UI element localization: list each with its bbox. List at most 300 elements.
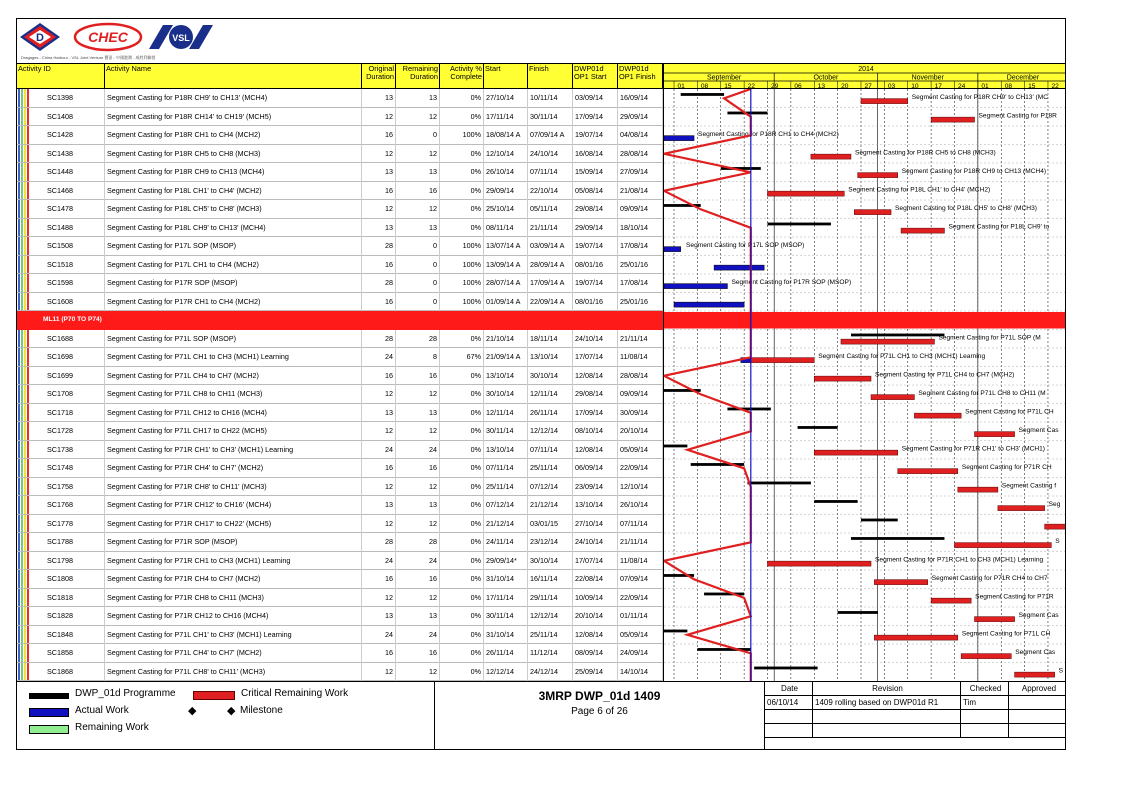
baseline-bar: [664, 630, 687, 633]
cell-finish: 21/11/14: [528, 219, 573, 238]
baseline-bar: [861, 519, 898, 522]
table-row[interactable]: [17, 496, 663, 515]
cell-finish: 30/10/14: [528, 552, 573, 571]
critical-remaining-bar: [998, 506, 1045, 511]
cell-original-duration: 16: [362, 126, 396, 145]
table-header: [17, 63, 663, 89]
cell-activity-id: SC1688: [17, 330, 105, 349]
critical-remaining-bar: [901, 228, 944, 233]
cell-start: 24/11/14: [484, 533, 528, 552]
baseline-bar: [851, 334, 944, 337]
cell-op1-start: 19/07/14: [573, 126, 618, 145]
table-row[interactable]: [17, 570, 663, 589]
milestone-diamond-icon: ◆: [188, 705, 197, 717]
legend-remaining-label: Remaining Work: [75, 722, 149, 733]
table-row[interactable]: [17, 441, 663, 460]
cell-start: 21/10/14: [484, 330, 528, 349]
cell-pct-complete: 0%: [440, 182, 484, 201]
cell-start: 26/11/14: [484, 644, 528, 663]
table-row[interactable]: [17, 385, 663, 404]
jv-caption: Dragages - China Harbour - VSL Joint Venture 寶嘉 - 中國港灣 - 威胜利聯營: [21, 55, 156, 60]
cell-op1-finish: 16/09/14: [618, 89, 663, 108]
cell-pct-complete: 0%: [440, 200, 484, 219]
actual-work-bar: [674, 302, 744, 307]
col-op1-finish[interactable]: DWP01d OP1 Finish: [618, 64, 663, 88]
cell-op1-finish: 26/10/14: [618, 496, 663, 515]
cell-finish: 28/09/14 A: [528, 256, 573, 275]
cell-finish: 12/12/14: [528, 422, 573, 441]
cell-op1-finish: 07/09/14: [618, 570, 663, 589]
legend-programme-swatch: [29, 693, 69, 699]
cell-start: 17/11/14: [484, 589, 528, 608]
critical-remaining-bar: [975, 617, 1015, 622]
cell-original-duration: 24: [362, 348, 396, 367]
cell-op1-finish: 21/08/14: [618, 182, 663, 201]
cell-op1-finish: 14/10/14: [618, 663, 663, 682]
cell-op1-finish: 11/08/14: [618, 348, 663, 367]
baseline-bar: [798, 426, 838, 429]
week-tick-label: 17: [934, 83, 942, 89]
cell-op1-finish: 21/11/14: [618, 533, 663, 552]
bar-label: Segment Casting for P71L CH1 to CH3 (MCH1) Learning: [818, 353, 986, 361]
cell-activity-name: Segment Casting for P71L SOP (MSOP): [105, 330, 362, 349]
critical-remaining-bar: [931, 117, 974, 122]
critical-remaining-bar: [814, 376, 871, 381]
cell-original-duration: 28: [362, 533, 396, 552]
cell-op1-finish: 05/09/14: [618, 626, 663, 645]
bar-label: Segment Casting for P17R SOP (MSOP): [731, 279, 852, 287]
critical-remaining-bar: [751, 358, 814, 363]
cell-remaining-duration: 8: [396, 348, 440, 367]
cell-start: 12/10/14: [484, 145, 528, 164]
cell-original-duration: 28: [362, 330, 396, 349]
cell-finish: 25/11/14: [528, 626, 573, 645]
cell-op1-finish: 17/08/14: [618, 274, 663, 293]
col-start[interactable]: Start: [484, 64, 528, 88]
actual-work-bar: [664, 284, 727, 289]
table-row[interactable]: [17, 219, 663, 238]
cell-activity-id: SC1508: [17, 237, 105, 256]
rev-header-checked: Checked: [961, 682, 1009, 696]
cell-original-duration: 12: [362, 515, 396, 534]
cell-remaining-duration: 12: [396, 515, 440, 534]
title-block: [435, 682, 765, 750]
cell-start: 13/10/14: [484, 441, 528, 460]
cell-original-duration: 16: [362, 644, 396, 663]
cell-remaining-duration: 16: [396, 367, 440, 386]
cell-op1-finish: 22/09/14: [618, 589, 663, 608]
activity-table: [17, 89, 663, 681]
cell-pct-complete: 100%: [440, 293, 484, 312]
cell-pct-complete: 0%: [440, 607, 484, 626]
baseline-bar: [768, 223, 831, 226]
week-tick-label: 15: [1028, 83, 1036, 89]
svg-text:D: D: [36, 32, 44, 44]
cell-op1-start: 08/09/14: [573, 644, 618, 663]
cell-finish: 07/09/14 A: [528, 126, 573, 145]
col-activity-id[interactable]: Activity ID: [17, 64, 105, 88]
cell-op1-start: 17/09/14: [573, 108, 618, 127]
cell-finish: 13/10/14: [528, 348, 573, 367]
cell-start: 12/11/14: [484, 404, 528, 423]
cell-finish: 21/12/14: [528, 496, 573, 515]
critical-remaining-bar: [768, 561, 872, 566]
bar-label: S: [1058, 667, 1064, 675]
baseline-bar: [664, 445, 687, 448]
cell-activity-id: SC1818: [17, 589, 105, 608]
table-row[interactable]: [17, 589, 663, 608]
cell-op1-finish: 01/11/14: [618, 607, 663, 626]
cell-start: 25/10/14: [484, 200, 528, 219]
cell-original-duration: 12: [362, 422, 396, 441]
cell-original-duration: 13: [362, 163, 396, 182]
cell-pct-complete: 0%: [440, 145, 484, 164]
cell-activity-name: Segment Casting for P18L CH9' to CH13' (MCH4): [105, 219, 362, 238]
cell-start: 07/11/14: [484, 459, 528, 478]
cell-activity-name: Segment Casting for P18R CH9' to CH13' (MCH4): [105, 89, 362, 108]
baseline-bar: [754, 667, 817, 670]
legend-remaining-swatch: [29, 725, 69, 734]
cell-original-duration: 24: [362, 441, 396, 460]
cell-remaining-duration: 12: [396, 589, 440, 608]
table-row[interactable]: [17, 552, 663, 571]
critical-remaining-bar: [841, 339, 934, 344]
cell-original-duration: 12: [362, 200, 396, 219]
cell-op1-start: 13/10/14: [573, 496, 618, 515]
cell-pct-complete: 0%: [440, 108, 484, 127]
cell-op1-start: 16/08/14: [573, 145, 618, 164]
cell-original-duration: 13: [362, 404, 396, 423]
critical-remaining-bar: [811, 154, 851, 159]
table-row[interactable]: [17, 348, 663, 367]
cell-op1-start: 08/10/14: [573, 422, 618, 441]
cell-op1-start: 12/08/14: [573, 626, 618, 645]
table-row[interactable]: [17, 422, 663, 441]
cell-activity-name: Segment Casting for P71R CH8 to CH11 (MCH3): [105, 589, 362, 608]
month-label: October: [813, 74, 839, 82]
table-row[interactable]: [17, 293, 663, 312]
cell-pct-complete: 0%: [440, 478, 484, 497]
cell-original-duration: 24: [362, 552, 396, 571]
month-label: September: [706, 74, 742, 82]
rev-header-revision: Revision: [813, 682, 961, 696]
bar-label: Segment Casting for P17L SOP (MSOP): [686, 242, 805, 250]
cell-activity-name: Segment Casting for P18L CH5' to CH8' (MCH3): [105, 200, 362, 219]
bar-label: Segment Casting for P18R CH5 to CH8 (MCH3): [854, 149, 996, 157]
cell-finish: 24/10/14: [528, 145, 573, 164]
cell-op1-start: 08/01/16: [573, 256, 618, 275]
table-row[interactable]: [17, 274, 663, 293]
cell-start: 27/10/14: [484, 89, 528, 108]
week-tick-label: 03: [887, 83, 896, 89]
cell-activity-id: SC1748: [17, 459, 105, 478]
rev-empty-cell: [765, 724, 813, 738]
cell-original-duration: 12: [362, 478, 396, 497]
cell-original-duration: 16: [362, 367, 396, 386]
cell-start: 30/10/14: [484, 385, 528, 404]
cell-start: 21/09/14 A: [484, 348, 528, 367]
cell-op1-finish: 30/09/14: [618, 404, 663, 423]
cell-pct-complete: 0%: [440, 663, 484, 682]
cell-activity-id: SC1738: [17, 441, 105, 460]
critical-remaining-bar: [958, 487, 998, 492]
table-row[interactable]: [17, 108, 663, 127]
rev-checked: Tim: [961, 696, 1009, 710]
cell-finish: 18/11/14: [528, 330, 573, 349]
cell-pct-complete: 0%: [440, 441, 484, 460]
cell-op1-finish: 09/09/14: [618, 385, 663, 404]
cell-finish: 22/09/14 A: [528, 293, 573, 312]
critical-remaining-bar: [954, 543, 1051, 548]
cell-op1-start: 17/07/14: [573, 348, 618, 367]
svg-text:VSL: VSL: [172, 33, 190, 43]
cell-activity-id: SC1768: [17, 496, 105, 515]
cell-activity-name: Segment Casting for P71R CH4 to CH7 (MCH2): [105, 570, 362, 589]
col-activity-name[interactable]: Activity Name: [105, 64, 362, 88]
table-row[interactable]: [17, 163, 663, 182]
cell-activity-id: SC1398: [17, 89, 105, 108]
week-tick-label: 06: [794, 83, 802, 89]
cell-finish: 30/11/14: [528, 108, 573, 127]
cell-activity-id: SC1698: [17, 348, 105, 367]
cell-activity-id: SC1428: [17, 126, 105, 145]
revision-table: [765, 682, 1066, 750]
bar-label: Segment Casting for P71L CH8 to CH11 (M: [918, 390, 1046, 398]
rev-header-approved: Approved: [1009, 682, 1066, 696]
table-row[interactable]: [17, 478, 663, 497]
rev-description: 1409 rolling based on DWP01d R1: [813, 696, 961, 710]
cell-op1-start: 10/09/14: [573, 589, 618, 608]
cell-remaining-duration: 28: [396, 533, 440, 552]
cell-remaining-duration: 13: [396, 404, 440, 423]
cell-original-duration: 13: [362, 607, 396, 626]
cell-op1-start: 17/09/14: [573, 404, 618, 423]
cell-start: 31/10/14: [484, 570, 528, 589]
legend-milestone-label: Milestone: [240, 705, 283, 716]
cell-op1-finish: 28/08/14: [618, 367, 663, 386]
table-row[interactable]: [17, 89, 663, 108]
footer: [17, 681, 1066, 750]
rev-empty-cell: [1009, 710, 1066, 724]
table-row[interactable]: [17, 237, 663, 256]
cell-remaining-duration: 24: [396, 441, 440, 460]
week-tick-label: 20: [841, 83, 849, 89]
cell-finish: 16/11/14: [528, 570, 573, 589]
critical-remaining-bar: [1015, 672, 1055, 677]
cell-start: 26/10/14: [484, 163, 528, 182]
cell-activity-name: Segment Casting for P71R CH8' to CH11' (MCH3): [105, 478, 362, 497]
cell-remaining-duration: 16: [396, 459, 440, 478]
cell-finish: 12/11/14: [528, 385, 573, 404]
cell-activity-id: SC1608: [17, 293, 105, 312]
bar-label: Segment Casting for P71L CH: [961, 630, 1051, 638]
week-tick-label: 15: [724, 83, 732, 89]
cell-activity-name: Segment Casting for P71R SOP (MSOP): [105, 533, 362, 552]
cell-activity-id: SC1518: [17, 256, 105, 275]
cell-activity-name: Segment Casting for P71R CH12' to CH16' (MCH4): [105, 496, 362, 515]
table-row[interactable]: [17, 533, 663, 552]
cell-finish: 22/10/14: [528, 182, 573, 201]
table-row[interactable]: [17, 404, 663, 423]
bar-label: Segment Casting f: [1001, 482, 1057, 490]
cell-op1-start: 12/08/14: [573, 367, 618, 386]
table-row[interactable]: [17, 200, 663, 219]
cell-remaining-duration: 24: [396, 626, 440, 645]
cell-activity-id: SC1778: [17, 515, 105, 534]
vsl-logo: [149, 23, 215, 51]
cell-remaining-duration: 0: [396, 256, 440, 275]
cell-op1-start: 23/09/14: [573, 478, 618, 497]
cell-start: 01/09/14 A: [484, 293, 528, 312]
bar-label: Segment Casting for P18R CH9 to CH13 (MCH4): [901, 168, 1047, 176]
cell-start: 13/07/14 A: [484, 237, 528, 256]
cell-activity-id: SC1438: [17, 145, 105, 164]
table-row[interactable]: [17, 644, 663, 663]
cell-pct-complete: 0%: [440, 570, 484, 589]
critical-remaining-bar: [975, 432, 1015, 437]
timescale-header: [663, 63, 1066, 89]
wbs-banner[interactable]: ML11 (P70 TO P74): [17, 311, 663, 330]
critical-remaining-bar: [768, 191, 845, 196]
bar-label: Segment Casting for P18L CH5' to CH8' (MCH3): [895, 205, 1037, 213]
cell-activity-id: SC1728: [17, 422, 105, 441]
cell-op1-start: 22/08/14: [573, 570, 618, 589]
cell-op1-finish: 04/08/14: [618, 126, 663, 145]
cell-activity-id: SC1708: [17, 385, 105, 404]
cell-op1-start: 24/10/14: [573, 533, 618, 552]
cell-op1-finish: 05/09/14: [618, 441, 663, 460]
cell-op1-finish: 17/08/14: [618, 237, 663, 256]
cell-activity-name: Segment Casting for P71L CH12 to CH16 (MCH4): [105, 404, 362, 423]
cell-activity-id: SC1598: [17, 274, 105, 293]
cell-remaining-duration: 16: [396, 644, 440, 663]
rev-header-date: Date: [765, 682, 813, 696]
table-row[interactable]: [17, 459, 663, 478]
table-row[interactable]: [17, 256, 663, 275]
table-row[interactable]: [17, 330, 663, 349]
cell-op1-finish: 25/01/16: [618, 256, 663, 275]
cell-finish: 03/09/14 A: [528, 237, 573, 256]
cell-op1-start: 08/01/16: [573, 293, 618, 312]
cell-original-duration: 16: [362, 459, 396, 478]
month-label: November: [911, 74, 944, 82]
table-row[interactable]: [17, 663, 663, 682]
cell-original-duration: 16: [362, 256, 396, 275]
cell-op1-finish: 28/08/14: [618, 145, 663, 164]
cell-remaining-duration: 12: [396, 663, 440, 682]
bar-label: Segment Casting for P18L CH9' to: [948, 223, 1050, 231]
cell-op1-start: 29/09/14: [573, 219, 618, 238]
critical-remaining-bar: [1045, 524, 1066, 529]
cell-start: 28/07/14 A: [484, 274, 528, 293]
cell-remaining-duration: 12: [396, 478, 440, 497]
cell-start: 18/08/14 A: [484, 126, 528, 145]
document-title: 3MRP DWP_01d 1409: [538, 689, 661, 703]
cell-pct-complete: 100%: [440, 256, 484, 275]
cell-original-duration: 13: [362, 219, 396, 238]
col-remaining-duration[interactable]: Remaining Duration: [396, 64, 440, 88]
critical-remaining-bar: [814, 450, 897, 455]
col-pct-complete[interactable]: Activity % Complete: [440, 64, 484, 88]
cell-original-duration: 12: [362, 589, 396, 608]
cell-remaining-duration: 0: [396, 274, 440, 293]
cell-activity-id: SC1718: [17, 404, 105, 423]
cell-activity-name: Segment Casting for P18R CH9 to CH13 (MCH4): [105, 163, 362, 182]
cell-op1-start: 29/08/14: [573, 385, 618, 404]
cell-activity-name: Segment Casting for P18R CH14' to CH19' (MCH5): [105, 108, 362, 127]
cell-pct-complete: 0%: [440, 626, 484, 645]
cell-finish: 26/11/14: [528, 404, 573, 423]
week-tick-label: 01: [981, 83, 989, 89]
svg-text:CHEC: CHEC: [88, 29, 128, 45]
bar-label: Segment Casting for P71R CH4 to CH7: [931, 575, 1048, 583]
rev-empty-cell: [961, 710, 1009, 724]
week-tick-label: 29: [771, 83, 779, 89]
cell-activity-name: Segment Casting for P71R CH4' to CH7' (MCH2): [105, 459, 362, 478]
bar-label: Segment Casting for P71R CH1' to CH3' (MCH1): [901, 445, 1045, 453]
legend-actual-label: Actual Work: [75, 705, 129, 716]
rev-approved: [1009, 696, 1066, 710]
table-row[interactable]: [17, 626, 663, 645]
cell-finish: 30/10/14: [528, 367, 573, 386]
table-row[interactable]: [17, 367, 663, 386]
table-row[interactable]: [17, 607, 663, 626]
cell-remaining-duration: 13: [396, 163, 440, 182]
col-op1-start[interactable]: DWP01d OP1 Start: [573, 64, 618, 88]
cell-pct-complete: 0%: [440, 589, 484, 608]
cell-pct-complete: 0%: [440, 496, 484, 515]
table-row[interactable]: [17, 182, 663, 201]
cell-activity-id: SC1468: [17, 182, 105, 201]
table-row[interactable]: [17, 515, 663, 534]
cell-start: 29/09/14: [484, 182, 528, 201]
bar-label: Seg: [1048, 501, 1061, 509]
legend-actual-swatch: [29, 708, 69, 717]
cell-pct-complete: 0%: [440, 404, 484, 423]
cell-finish: 29/11/14: [528, 589, 573, 608]
cell-pct-complete: 0%: [440, 552, 484, 571]
col-original-duration[interactable]: Original Duration: [362, 64, 396, 88]
critical-remaining-bar: [874, 580, 927, 585]
bar-label: Segment Cas: [1018, 612, 1059, 620]
critical-remaining-bar: [861, 99, 908, 104]
cell-pct-complete: 100%: [440, 237, 484, 256]
cell-pct-complete: 67%: [440, 348, 484, 367]
cell-start: 07/12/14: [484, 496, 528, 515]
cell-activity-id: SC1858: [17, 644, 105, 663]
bar-label: Segment Casting for P71R: [975, 593, 1054, 601]
cell-finish: 12/12/14: [528, 607, 573, 626]
cell-finish: 07/11/14: [528, 441, 573, 460]
cell-op1-finish: 07/11/14: [618, 515, 663, 534]
cell-activity-name: Segment Casting for P17L SOP (MSOP): [105, 237, 362, 256]
baseline-bar: [681, 93, 724, 96]
bar-label: Segment Casting for P71L CH4 to CH7 (MCH2): [875, 371, 1015, 379]
legend-programme-label: DWP_01d Programme: [75, 688, 176, 699]
month-label: December: [1006, 74, 1040, 82]
table-row[interactable]: [17, 126, 663, 145]
col-finish[interactable]: Finish: [528, 64, 573, 88]
rev-date: 06/10/14: [765, 696, 813, 710]
week-tick-label: 22: [747, 83, 755, 89]
schedule-sheet: [16, 18, 1066, 750]
cell-activity-name: Segment Casting for P71L CH4' to CH7' (MCH2): [105, 644, 362, 663]
cell-remaining-duration: 16: [396, 570, 440, 589]
cell-start: 17/11/14: [484, 108, 528, 127]
cell-remaining-duration: 13: [396, 89, 440, 108]
table-row[interactable]: [17, 145, 663, 164]
cell-op1-start: 24/10/14: [573, 330, 618, 349]
